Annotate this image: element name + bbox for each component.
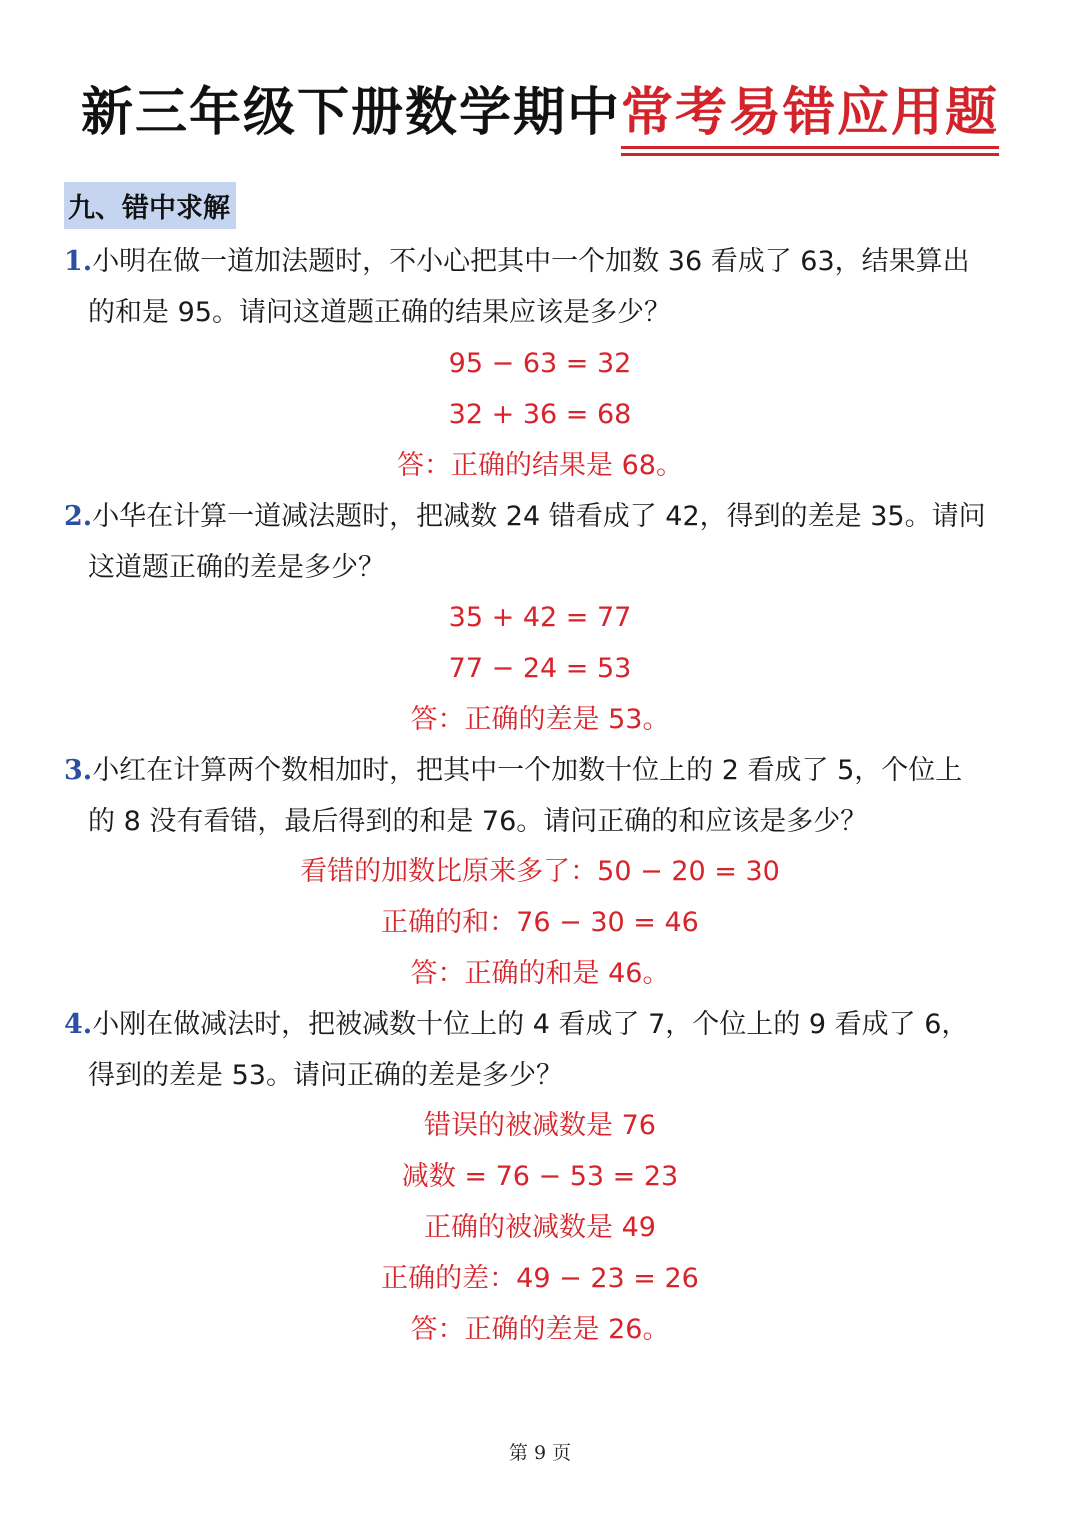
question-number: 4. (64, 1009, 93, 1040)
solution-line: 正确的差：49 − 23 = 26 (381, 1263, 699, 1294)
answer-line: 答：正确的结果是 68。 (397, 450, 683, 481)
question-text-line2: 这道题正确的差是多少？ (88, 552, 385, 583)
question-text-line1: 小华在计算一道减法题时，把减数 24 错看成了 42，得到的差是 35。请问 (92, 501, 986, 532)
question-number: 1. (64, 246, 93, 277)
solution-line: 35 + 42 = 77 (448, 602, 632, 633)
page-title (0, 70, 1080, 145)
solution-line: 错误的被减数是 76 (424, 1110, 656, 1141)
solution-line: 正确的和：76 − 30 = 46 (381, 907, 699, 938)
solution-line: 95 − 63 = 32 (448, 348, 632, 379)
question-text-line1: 小红在计算两个数相加时，把其中一个加数十位上的 2 看成了 5，个位上 (92, 755, 963, 786)
section-heading: 九、错中求解 (64, 182, 236, 229)
question-text-line2: 的 8 没有看错，最后得到的和是 76。请问正确的和应该是多少？ (88, 806, 868, 837)
question-4 (64, 999, 1024, 1101)
solution-line: 正确的被减数是 49 (424, 1212, 656, 1243)
question-text-line2: 得到的差是 53。请问正确的差是多少？ (88, 1060, 563, 1091)
solution-line: 77 − 24 = 53 (448, 653, 632, 684)
question-3 (64, 745, 1024, 847)
question-text-line1: 小明在做一道加法题时，不小心把其中一个加数 36 看成了 63，结果算出 (92, 246, 970, 277)
question-text-line1: 小刚在做减法时，把被减数十位上的 4 看成了 7，个位上的 9 看成了 6， (92, 1009, 969, 1040)
answer-line: 答：正确的和是 46。 (410, 958, 670, 989)
title-highlight: 常考易错应用题 (621, 82, 999, 149)
question-1 (64, 236, 1024, 338)
question-text-line2: 的和是 95。请问这道题正确的结果应该是多少？ (88, 297, 671, 328)
solution-line: 32 + 36 = 68 (448, 399, 632, 430)
solution-line: 减数 = 76 − 53 = 23 (401, 1161, 679, 1192)
title-main: 新三年级下册数学期中 (80, 82, 621, 143)
question-number: 2. (64, 501, 93, 532)
question-number: 3. (64, 755, 93, 786)
page-number: 第 9 页 (508, 1442, 572, 1464)
solution-line: 看错的加数比原来多了：50 − 20 = 30 (300, 856, 780, 887)
question-2 (64, 491, 1024, 593)
answer-line: 答：正确的差是 53。 (410, 704, 670, 735)
answer-line: 答：正确的差是 26。 (410, 1314, 670, 1345)
